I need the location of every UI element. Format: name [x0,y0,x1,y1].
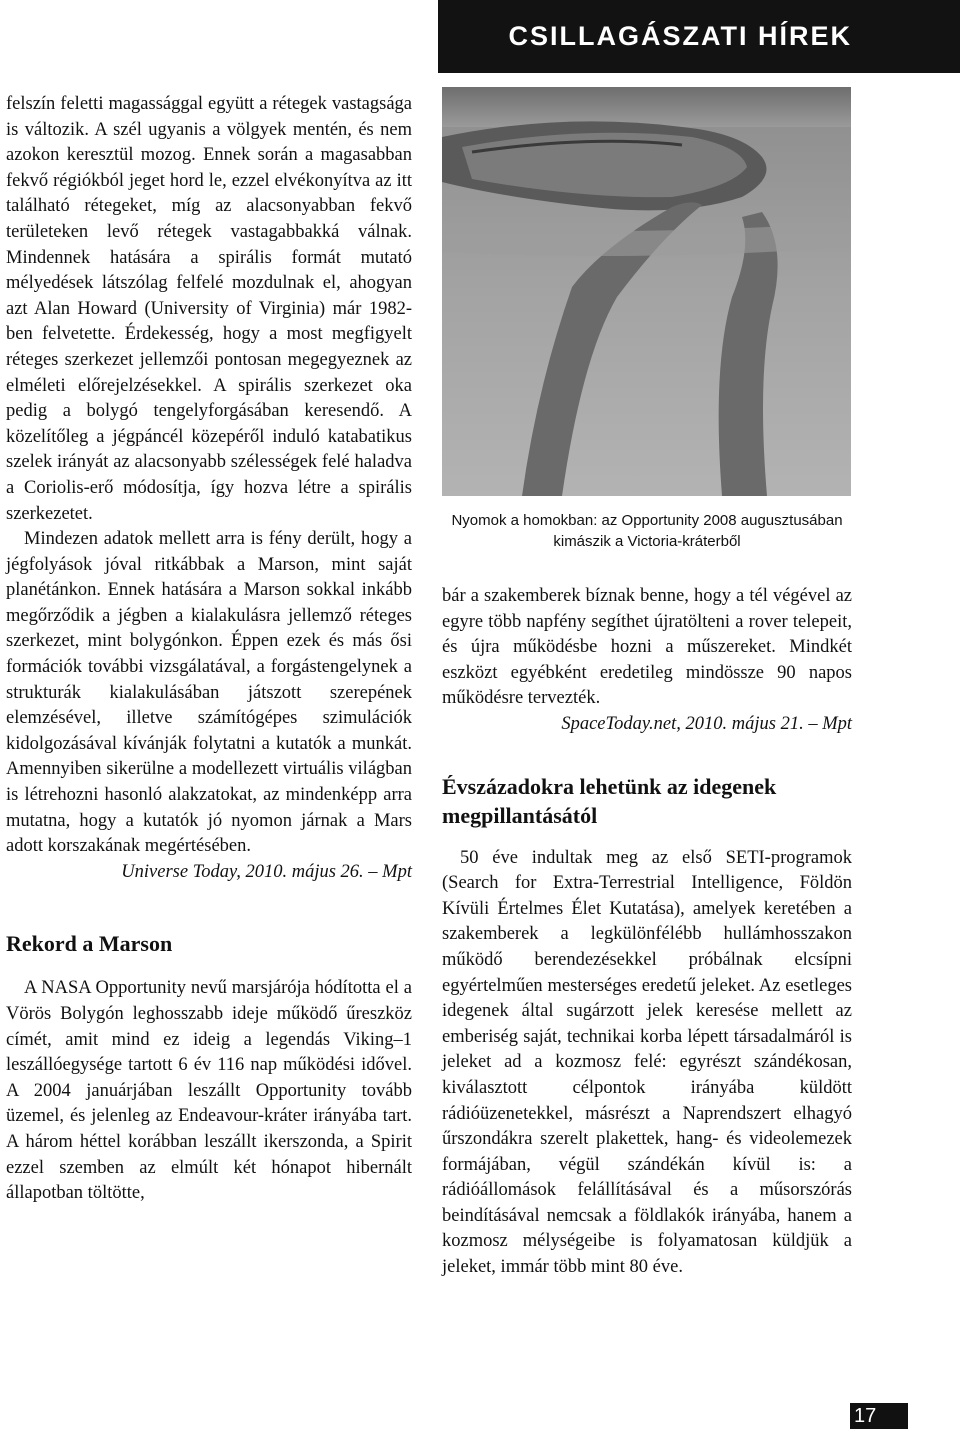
article2-paragraph-right: bár a szakemberek bíznak benne, hogy a tél végével az egyre több napfény segíthet újratölteni a rover telepeit, és újra működésbe hozni a műszereket. Mindkét eszközt egyébként eredetileg mindössze 90 napos működésre tervezték. [442,586,852,709]
section-header [438,0,960,73]
article1-credit: Universe Today, 2010. május 26. – Mpt [121,861,412,882]
left-column [6,92,412,1207]
page-number [850,1403,908,1429]
section-header-title: CSILLAGÁSZATI HÍREK [508,21,852,51]
article2-title: Rekord a Marson [6,931,173,957]
photo-caption-line-2: kimászik a Victoria-kráterből [553,533,741,550]
photo-illustration [442,87,851,496]
article3-title: Évszázadokra lehetünk az idegenek megpillantásától [442,773,777,828]
right-column [442,584,852,1281]
article1-paragraph-1: felszín feletti magassággal együtt a rétegek vastagsága is változik. A szél ugyanis a völgyek mentén, és nem azokon keresztül mozog. Ennek során a magasabban fekvő régiókból jeget hord le, ezzel elvékonyítva az itt található rétegeket, míg az alacsonyabban fekvő területeken levő rétegek vastagabbakká válnak. Mindennek hatására a spirális formát mutató mélyedések látszólag felfelé mozdulnak el, ahogyan azt Alan Howard (University of Virginia) már 1982-ben felvetette. Érdekesség, hogy a most megfigyelt réteges szerkezet jellemzői pontosan megegyeznek az elméleti előrejelzésekkel. A spirális szerkezet oka pedig a bolygó tengelyforgásában keresendő. A közelítőleg a jégpáncél közepéről induló katabatikus szelek irányát az alacsonyabb szélességek felé haladva a Coriolis-erő módosítja, így hozva létre a spirális szerkezetet. [6,94,412,524]
photo-caption-line-1: Nyomok a homokban: az Opportunity 2008 augusztusában [451,512,843,529]
article1-paragraph-2: Mindezen adatok mellett arra is fény derült, hogy a jégfolyások jóval ritkábbak a Marson, mint saját planétánkon. Ennek hatására a Marson sokkal inkább megőrződik a jégben a kialakulásra jellemző réteges szerkezet, mint bolygónkon. Éppen ezek és más ősi formációk további vizsgálatával, a forgástengelynek a strukturák kialakulásában játszott szerepének elemzésével, illetve számítógépes szimulációk kidolgozásával kívánják folytatni a kutatók a munkát. Amennyiben sikerülne a modellezett virtuális világban is létrehozni hasonló alakzatokat, az mindenképp arra mutatna, hogy a kutatók jó nyomon járnak a Mars adott korszakának megértésében. [6,529,412,857]
photo-caption [442,510,852,552]
mars-tracks-photo [442,87,851,496]
page-number-text: 17 [854,1405,877,1427]
article2-credit: SpaceToday.net, 2010. május 21. – Mpt [561,713,852,734]
article3-paragraph: 50 éve indultak meg az első SETI-programok (Search for Extra-Terrestrial Intelligence, Földön Kívüli Értelmes Élet Kutatása), amelyek keretében a szakemberek a legkülönfélébb hullámhosszakon működő berendezésekkel próbálnak elcsípni egyértelműen mesterséges eredetű jeleket. Az esetleges idegenek által sugárzott jelek keresése mellett az emberiség saját, technikai korba lépett társadalmáról is jeleket ad a kozmosz felé: egyrészt szándékosan, kiválasztott célpontok irányába küldött rádióüzenetekkel, másrészt a Naprendszert elhagyó űrszondákra szerelt plakettek, hang- és videolemezek formájában, végül szándékán kívül is: a rádióállomások felállításával és a műsorszórás beindításával nemcsak a földlakók irányába, hanem a kozmosz mélységeibe is folyamatosan küldjük a jeleket, immár több mint 80 éve. [442,847,852,1278]
article2-paragraph-left: A NASA Opportunity nevű marsjárója hódította el a Vörös Bolygón leghosszabb ideje működő űreszköz címét, amit mind ez ideig a legendás Viking–1 leszállóegysége tartott 6 év 116 nap működési idővel. A 2004 januárjában leszállt Opportunity tovább üzemel, és jelenleg az Endeavour-kráter irányába tart. A három héttel korábban leszállt ikerszonda, a Spirit ezzel szemben az elmúlt két hónapot hibernált állapotban töltötte, [6,978,412,1204]
